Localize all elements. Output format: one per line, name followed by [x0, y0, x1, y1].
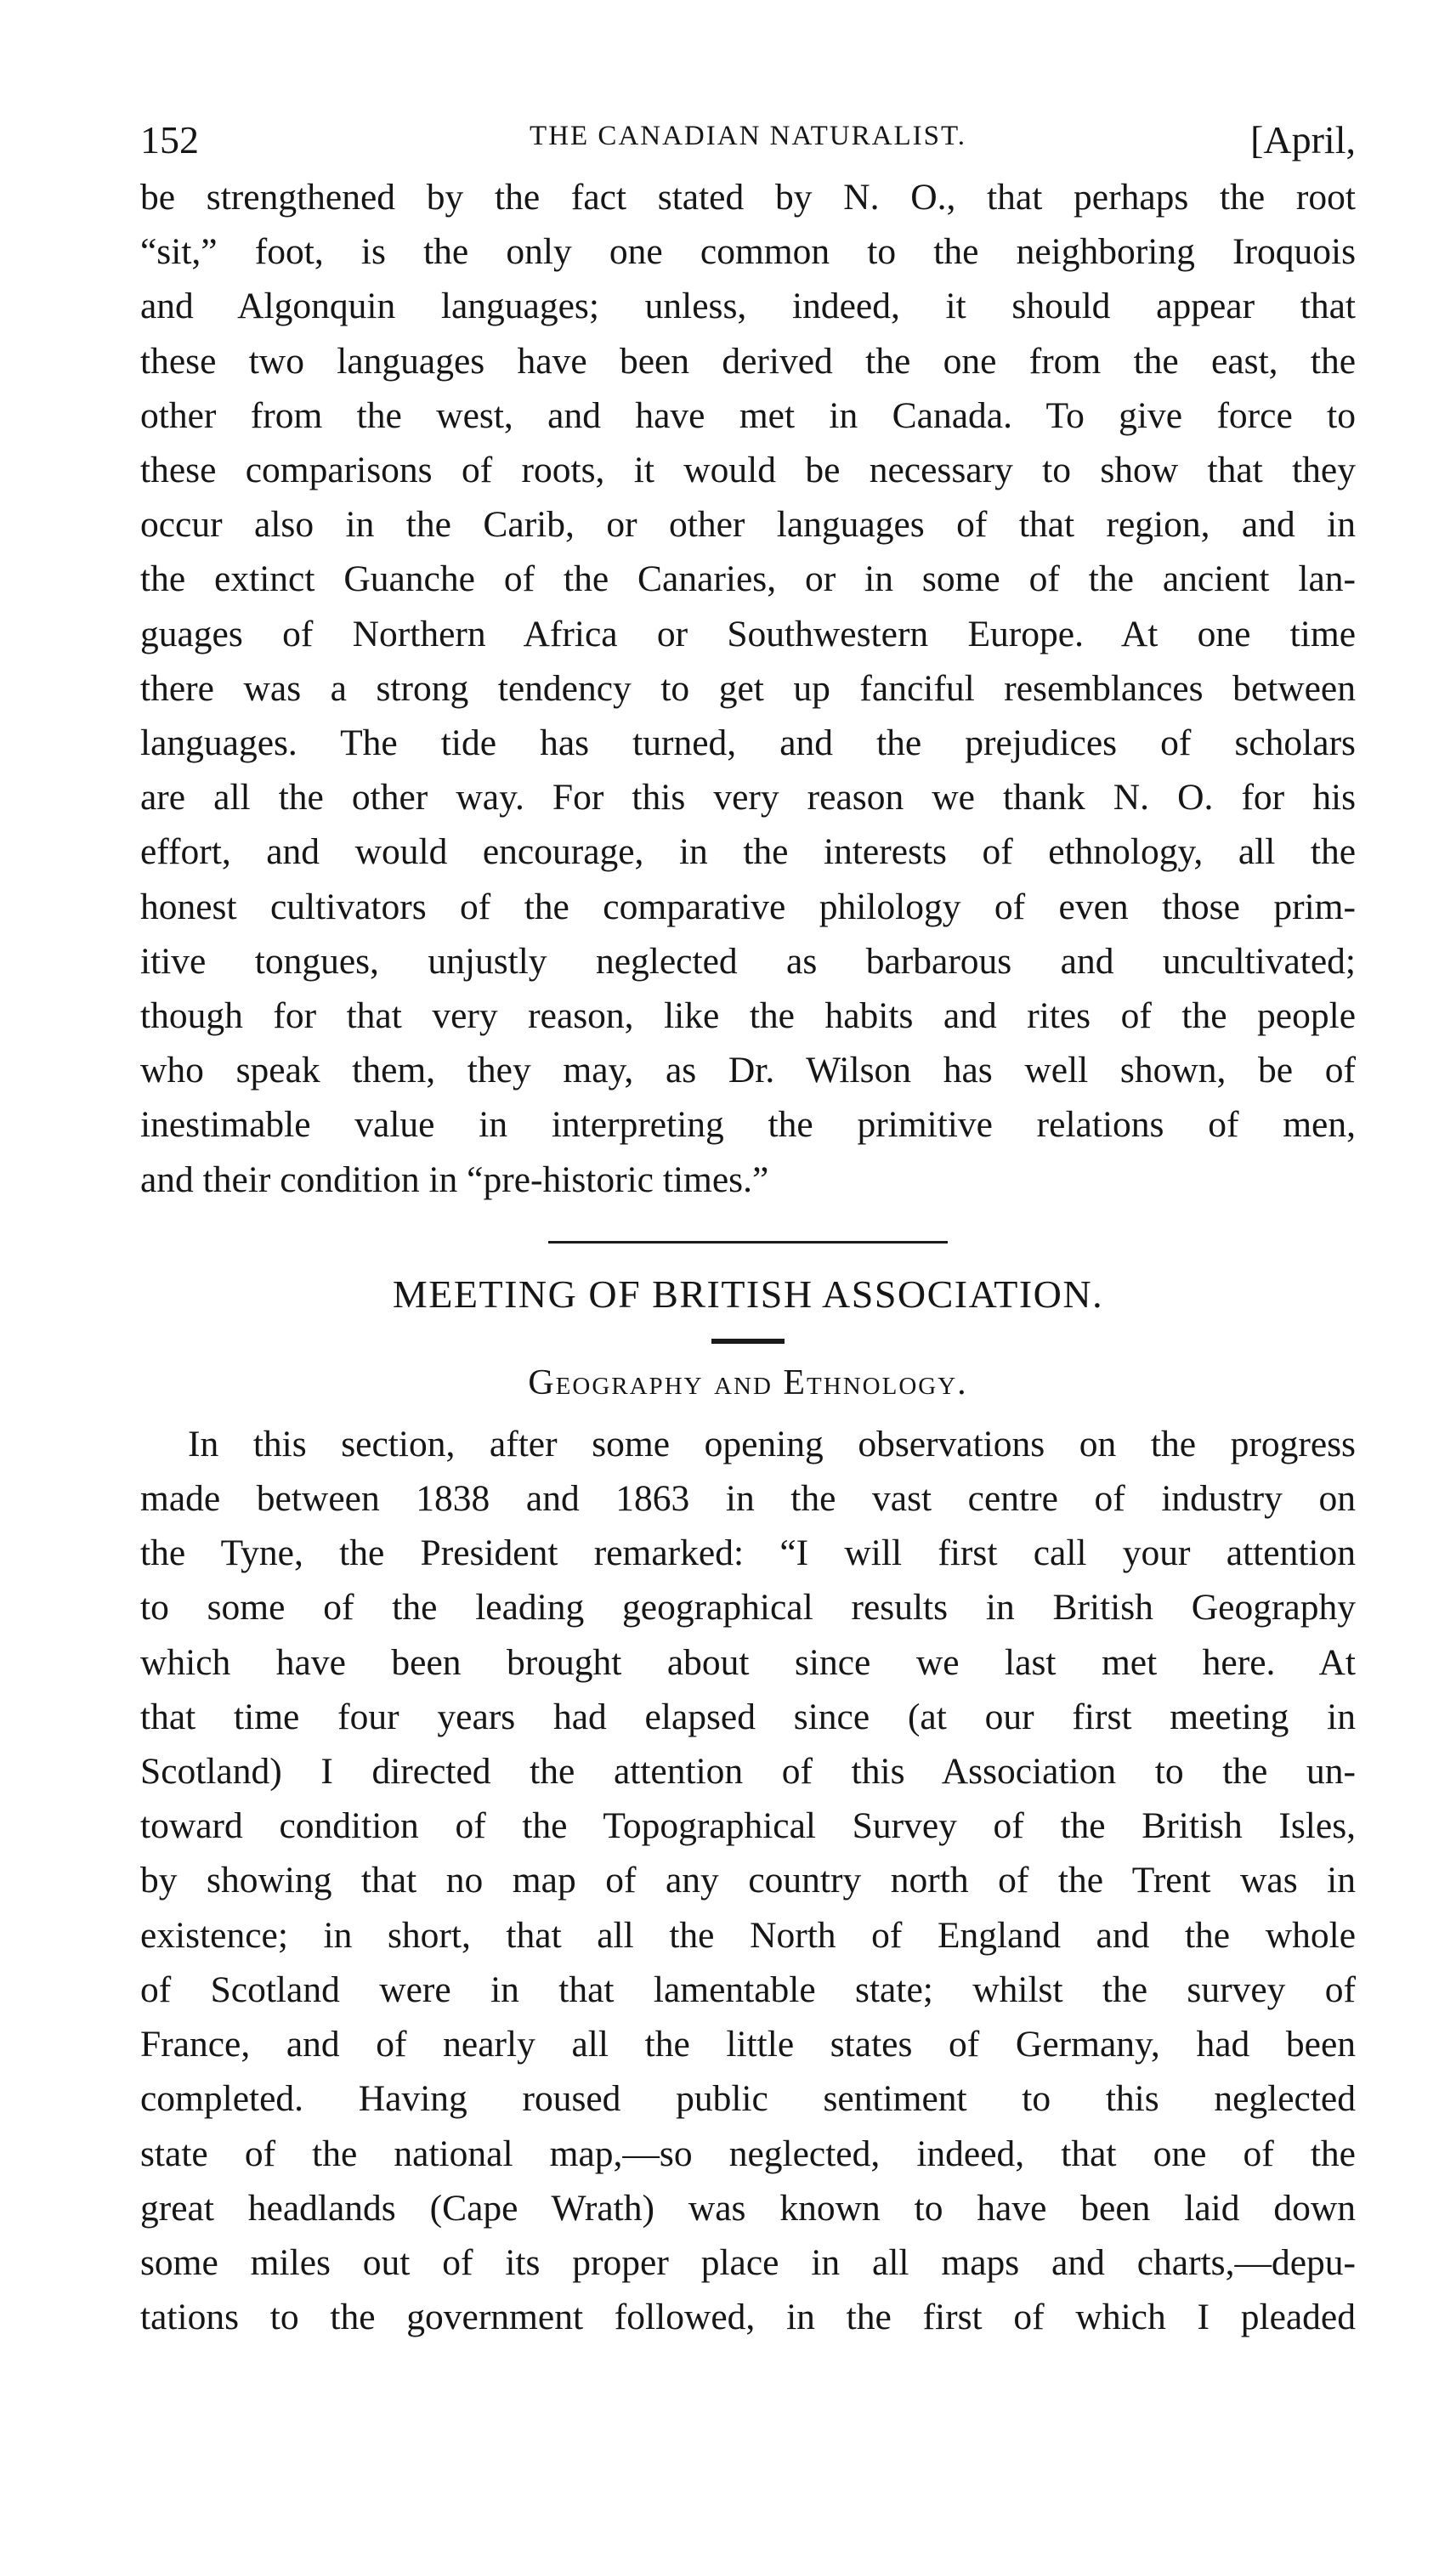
text-line: effort, and would encourage, in the interests of ethnology, all the	[140, 831, 1356, 873]
paragraph-continued	[140, 170, 1356, 1207]
text-line: these two languages have been derived the one from the east, the	[140, 340, 1356, 382]
text-line: tations to the government followed, in the first of which I pleaded	[140, 2297, 1356, 2338]
text-line: inestimable value in interpreting the primitive relations of men,	[140, 1104, 1356, 1146]
text-line: by showing that no map of any country north of the Trent was in	[140, 1860, 1356, 1901]
text-line: great headlands (Cape Wrath) was known to have been laid down	[140, 2187, 1356, 2229]
section-divider-rule	[548, 1241, 948, 1244]
text-line: state of the national map,—so neglected, indeed, that one of the	[140, 2133, 1356, 2174]
text-line: honest cultivators of the comparative philology of even those prim-	[140, 886, 1356, 927]
text-line: In this section, after some opening observations on the progress	[188, 1423, 1356, 1464]
text-line: the extinct Guanche of the Canaries, or in some of the ancient lan-	[140, 558, 1356, 600]
page-number: 152	[140, 118, 199, 161]
text-line: made between 1838 and 1863 in the vast centre of industry on	[140, 1478, 1356, 1520]
text-line: itive tongues, unjustly neglected as barbarous and uncultivated;	[140, 940, 1356, 982]
section-paragraph	[140, 1417, 1356, 2344]
text-line: Scotland) I directed the attention of this Association to the un-	[140, 1751, 1356, 1793]
text-line: and Algonquin languages; unless, indeed, it should appear that	[140, 286, 1356, 327]
text-line: languages. The tide has turned, and the prejudices of scholars	[140, 722, 1356, 764]
issue-month: [April,	[1250, 118, 1356, 161]
text-line: “sit,” foot, is the only one common to the neighboring Iroquois	[140, 231, 1356, 273]
document-page	[140, 102, 1356, 2344]
section-heading: MEETING OF BRITISH ASSOCIATION.	[392, 1272, 1104, 1316]
text-line: the Tyne, the President remarked: “I will first call your attention	[140, 1532, 1356, 1574]
text-line: which have been brought about since we last met here. At	[140, 1641, 1356, 1683]
text-line: other from the west, and have met in Canada. To give force to	[140, 394, 1356, 436]
running-header	[140, 102, 1356, 170]
text-line: who speak them, they may, as Dr. Wilson has well shown, be of	[140, 1050, 1356, 1091]
text-line: France, and of nearly all the little states of Germany, had been	[140, 2024, 1356, 2065]
text-line: some miles out of its proper place in all maps and charts,—depu-	[140, 2241, 1356, 2283]
text-line: to some of the leading geographical results in British Geography	[140, 1587, 1356, 1629]
text-line: and their condition in “pre-historic times.”	[140, 1159, 769, 1200]
text-line: these comparisons of roots, it would be necessary to show that they	[140, 450, 1356, 491]
text-line: though for that very reason, like the habits and rites of the people	[140, 995, 1356, 1037]
text-line: are all the other way. For this very reason we thank N. O. for his	[140, 777, 1356, 819]
text-line: completed. Having roused public sentiment to this neglected	[140, 2078, 1356, 2120]
text-line: toward condition of the Topographical Survey of the British Isles,	[140, 1805, 1356, 1847]
heading-dash-rule	[711, 1339, 785, 1344]
text-line: that time four years had elapsed since (at our first meeting in	[140, 1696, 1356, 1737]
text-line: there was a strong tendency to get up fanciful resemblances between	[140, 667, 1356, 709]
journal-title: THE CANADIAN NATURALIST.	[530, 121, 966, 151]
text-line: guages of Northern Africa or Southwestern Europe. At one time	[140, 613, 1356, 654]
text-line: of Scotland were in that lamentable state; whilst the survey of	[140, 1969, 1356, 2010]
text-line: occur also in the Carib, or other languages of that region, and in	[140, 504, 1356, 546]
text-line: be strengthened by the fact stated by N. O., that perhaps the root	[140, 177, 1356, 218]
section-subheading: Geography and Ethnology.	[528, 1362, 968, 1402]
text-line: existence; in short, that all the North of England and the whole	[140, 1914, 1356, 1956]
